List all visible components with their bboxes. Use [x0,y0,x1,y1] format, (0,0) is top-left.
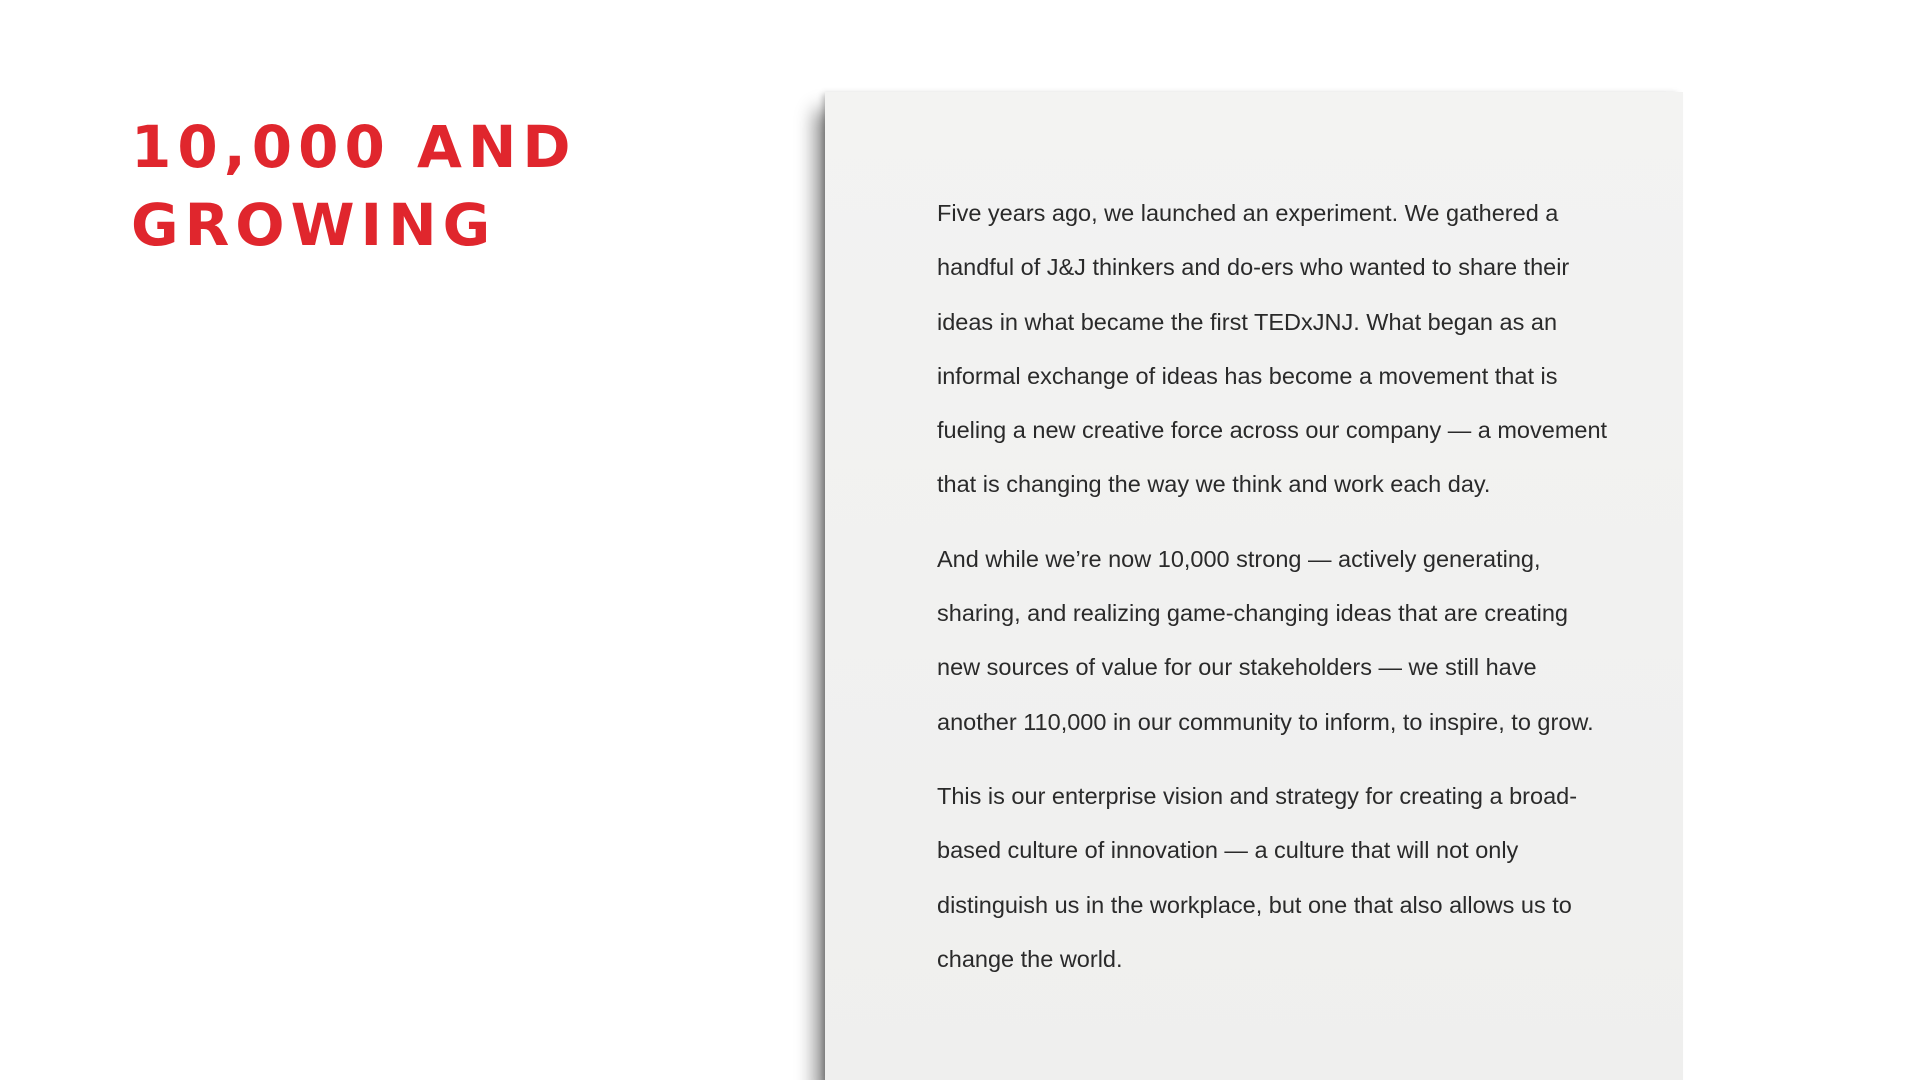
page-title [131,108,577,264]
letter-paragraph-2: And while we’re now 10,000 strong — actively generating, sharing, and realizing game-changing ideas that are creating new sources of value for our stakeholders — we still have another 110,000 in our community to inform, to inspire, to grow. [937,545,1594,735]
page-title-line-1: 10,000 AND [131,113,577,181]
letter-paragraph-3: This is our enterprise vision and strategy for creating a broad-based culture of innovation — a culture that will not only distinguish us in the workplace, but one that also allows us to change the world. [937,782,1578,972]
letter-paper [825,92,1683,1080]
page-title-line-2: GROWING [131,191,497,259]
letter-body [937,186,1617,1006]
letter-paragraph-1: Five years ago, we launched an experiment. We gathered a handful of J&J thinkers and do-ers who wanted to share their ideas in what became the first TEDxJNJ. What began as an informal exchange of ideas has become a movement that is fueling a new creative force across our company — a movement that is changing the way we think and work each day. [937,200,1608,498]
